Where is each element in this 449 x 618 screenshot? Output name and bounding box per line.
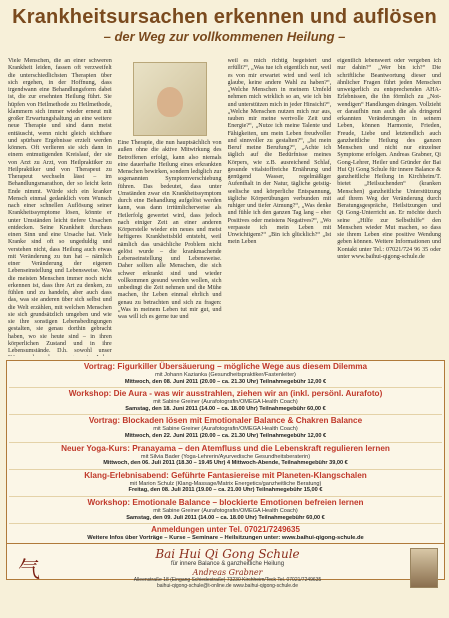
- owner-photo: [410, 548, 438, 588]
- event-title: Vortrag: Blockaden lösen mit Emotionaler Balance & Chakren Balance: [88, 416, 363, 426]
- column-text: weil es mich richtig begeistert und erfüllt?“, „Was tue ich eigentlich nur, weil es von mir erwartet wird und weil ich glaube, keine andere Wahl zu haben?“, „Welche Menschen in meinem Umfeld nehmen mich wirklich so an, wie ich bin und unterstützen mich in jeder Hinsicht?“, „Welche Menschen nutzen mich nur aus, rauben mir meine wertvolle Zeit und Energie?“, „Nutze ich meine Talente und Fähigkeiten, um mein Leben freudvoller und sinnvoller zu gestalten?“, „Ist mein Beruf meine Berufung?“, „Achte ich täglich auf die Bedürfnisse meines Körpers, wie z.B. ausreichend Schlaf, gesunde vitalstoffreiche Ernährung und genügend Wasser, regelmäßiger Aufenthalt in der Natur, tägliche geistig-seelische und körperliche Entspannung, tägliche Körperübungen verbunden mit ruhiger und tiefer Atmung?“, „Was denke und fühle ich den ganzen Tag lang – eher Positives oder meistens Negatives?“, „Wo verpasste ich mein Leben mit Unwichtigem?“ „Bin ich glücklich?“ „Ist mein Leben: [227, 58, 332, 246]
- article-header: [0, 0, 449, 44]
- school-tagline: für innere Balance & ganzheitliche Heilung: [170, 560, 285, 567]
- event-speaker: mit Johann Kazianka (Gesundheitspraktiker/Fastenleiter): [155, 372, 296, 378]
- article-column-4: [337, 58, 441, 356]
- event-item: [9, 361, 442, 388]
- event-item: [9, 388, 442, 415]
- signup-phone: Anmeldungen unter Tel. 07021/7249635: [151, 525, 300, 535]
- event-title: Neuer Yoga-Kurs: Pranayama – den Atemfluss und die Lebenskraft regulieren lernen: [61, 443, 390, 453]
- event-title: Workshop: Emotionale Balance – blockierte Emotionen befreien lernen: [87, 497, 364, 507]
- article-title: Krankheitsursachen erkennen und auflösen: [12, 6, 437, 28]
- school-address: Alleenstraße 18 (Eingang Schiedestraße) 73230 Kirchheim/Teck Tel. 07021/7249635: [133, 577, 322, 584]
- qi-logo-icon: 气: [17, 557, 40, 583]
- column-text: eigentlich lebenswert oder vergeben ich nur dahin?“ „Wer bin ich?“ Die schriftliche Beantwortung dieser und ähnlicher Fragen führt jeden Menschen unweigerlich zu entsprechenden AHA-Erlebnissen, die ihn förmlich zu „Not-wendigen“ Handlungen drängen. Vollzieht er daraufhin nun auch die als dringend erkannten Veränderungen in seinem Leben, können Harmonie, Frieden, Freude, Liebe und letztendlich auch ganzheitliche Heilung des ganzen Menschen und nicht nur einzelner Symptome erfolgen. Andreas Grabner, Qi Gong-Lehrer, Heiler und Gründer der Bai Hui Qi Gong Schule für innere Balance & ganzheitliche Heilung in Kirchheim/T. bietet „Heilsuchenden“ (kranken Menschen) ganzheitliche Unterstützung auf ihrem Weg der Veränderung durch Beratungsgespräche, Heilsitzungen und Qi Gong-Unterricht an. Er möchte durch seine „Hilfe zur Selbsthilfe“ den Menschen wieder Mut machen, so dass sie ihrem Leben eine positive Wendung geben können. Weitere Informationen und Kontakt unter Tel.: 07021/724 96 35 oder unter www.baihui-qigong-schule.de: [337, 58, 441, 260]
- event-date: Samstag, den 18. Juni 2011 (14.00 – ca. 18.00 Uhr) Teilnahmegebühr 60,00 €: [125, 405, 326, 412]
- article-column-1: [8, 58, 112, 356]
- school-contact[interactable]: baihui-qigong-schule@t-online.de www.baihui-qigong-schule.de: [157, 583, 298, 590]
- school-info: [45, 547, 410, 590]
- event-date: Mittwoch, den 08. Juni 2011 (20.00 – ca. 21.30 Uhr) Teilnahmegebühr 12,00 €: [124, 378, 327, 385]
- school-footer: [7, 544, 444, 592]
- event-speaker: mit Sabine Greiner (Aurafotografin/OMEGA Health Coach): [153, 426, 298, 433]
- author-photo: [133, 62, 207, 136]
- event-item: [9, 497, 442, 524]
- event-date: Freitag, den 08. Juli 2011 (19.00 – ca. 21.00 Uhr) Teilnahmegebühr 15,00 €: [128, 487, 323, 494]
- article-column-2: [118, 58, 222, 356]
- column-text: Eine Therapie, die nun hauptsächlich von außen ohne die aktive Mitwirkung des Betroffenen erfolgt, kann also niemals eine dauerhafte Heilung eines erkrankten Menschen bewirken, sondern lediglich zur sogenannten Symptomverschiebung führen. Das bedeutet, dass unter Umständen zwar ein Krankheitssymptom durch eine Behandlung aufgelöst werden kann, was dann irrtümlicherweise als Heilerfolg gewertet wird, dass jedoch nach einiger Zeit an einer anderen Körperstelle wieder ein neues und meist heftigeres Krankheitsbild entsteht, weil nämlich das ursächliche Problem nicht gelöst wurde – die krankmachende Lebenseinstellung und Lebensweise. Daher sollten alle Menschen, die sich schwer erkrankt sind und wieder vollkommen gesund werden wollen, sich unbedingt die Zeit nehmen und die Mühe machen, ihr Leben einmal ehrlich und genau zu betrachten und sich zu fragen: „Was in meinem Leben tut mir gut, und was will ich es gerne tue und: [117, 140, 222, 320]
- event-speaker: mit Sabine Greiner (Aurafotografin/OMEGA Health Coach): [153, 399, 298, 406]
- column-text: Viele Menschen, die an einer schweren Krankheit leiden, fassen oft verzweifelt die unterschiedlichsten Therapien über sich ergehen, in der Hoffnung, dass irgendwann eine Behandlungsform dabei ist, die zur ersehnten Heilung führt. Sie hüpfen von Heilmethode zu Heilmethode, klammern sich immer wieder erneut mit großer Erwartungshaltung an eine weitere neue Therapie und sind dann meist enttäuscht, wenn nicht gleich sichtbare und spürbare Ergebnisse erzielt werden können. Oft verlieren sie sich dann in einem entmutigenden Kreislauf, der sie von Arzt zu Arzt, von Heilpraktiker zu Heilpraktiker und von Therapeut zu Therapeut wechseln lässt – im Behandlungsmarathon, der so leicht kein Ende nimmt. Würde sich ein kranker Mensch einmal gedanklich vom Wunsch nach einer schnellen Auflösung seiner Krankheitssymptome lösen, könnte er unter Umständen leicht tiefere Ursachen entdecken. Seine Krankheit durchaus einen Sinn und eine Ursache hat. Viele Kranke sind oft so ungeduldig und verstehen nicht, dass Heilung auch etwas mit Veränderung zu tun hat – nämlich einer Veränderung der eigenen Lebenseinstellung und Lebensweise. Was die meisten Menschen immer noch nicht erkennen ist, dass ihre Art zu denken, zu fühlen und zu handeln, aber auch dass das, was sie anderen über sich selbst und die Welt erzählen, mit welchen Menschen sie sich grundsätzlich umgeben und wie sie ihre sonstigen Lebensbedingungen gestalten, sie genau dorthin gebracht haben, wo sie heute sind – in ihren körperlichen Zustand und in ihre Lebensumstände. D.h. sowohl unser: [8, 58, 112, 354]
- website-link[interactable]: Weitere Infos über Vorträge – Kurse – Seminare – Heilsitzungen unter: www.baihui-qigong-schule.de: [7, 535, 444, 544]
- event-item: [9, 470, 442, 497]
- event-speaker: mit Marion Schulz (Klang-Massage/Matrix Energetics/ganzheitliche Beratung): [129, 480, 322, 487]
- article-column-3: [228, 58, 332, 356]
- event-item: [9, 443, 442, 470]
- event-date: Mittwoch, den 06. Juli 2011 (18.30 – 19.45 Uhr) 4 Mittwoch-Abende, Teilnahmegebühr 39,00 €: [103, 460, 348, 467]
- event-title: Klang-Erlebnisabend: Geführte Fantasiereise mit Planeten-Klangschalen: [84, 470, 367, 480]
- article-body: [8, 58, 441, 356]
- school-name: Bai Hui Qi Gong Schule: [155, 546, 300, 561]
- event-speaker: mit Sabine Greiner (Aurafotografin/OMEGA Health Coach): [153, 507, 298, 514]
- event-item: [9, 415, 442, 442]
- event-date: Samstag, den 09. Juli 2011 (14.00 – ca. 18.00 Uhr) Teilnahmegebühr 60,00 €: [126, 514, 325, 521]
- event-advert-box: [6, 360, 445, 590]
- article-subtitle: – der Weg zur vollkommenen Heilung –: [103, 29, 346, 44]
- event-title: Workshop: Die Aura - was wir ausstrahlen, ziehen wir an (inkl. persönl. Aurafoto): [68, 389, 383, 399]
- owner-name: Andreas Grabner: [192, 568, 263, 578]
- event-speaker: mit Silvia Bader (Yoga-Lehrerin/Ayurvedische Gesundheitsberaterin): [140, 453, 311, 460]
- event-date: Mittwoch, den 22. Juni 2011 (20.00 – ca. 21.30 Uhr) Teilnahmegebühr 12,00 €: [124, 432, 327, 439]
- portrait-head: [157, 87, 183, 117]
- event-title: Vortrag: Figurkiller Übersäuerung – mögliche Wege aus diesem Dilemma: [83, 362, 368, 371]
